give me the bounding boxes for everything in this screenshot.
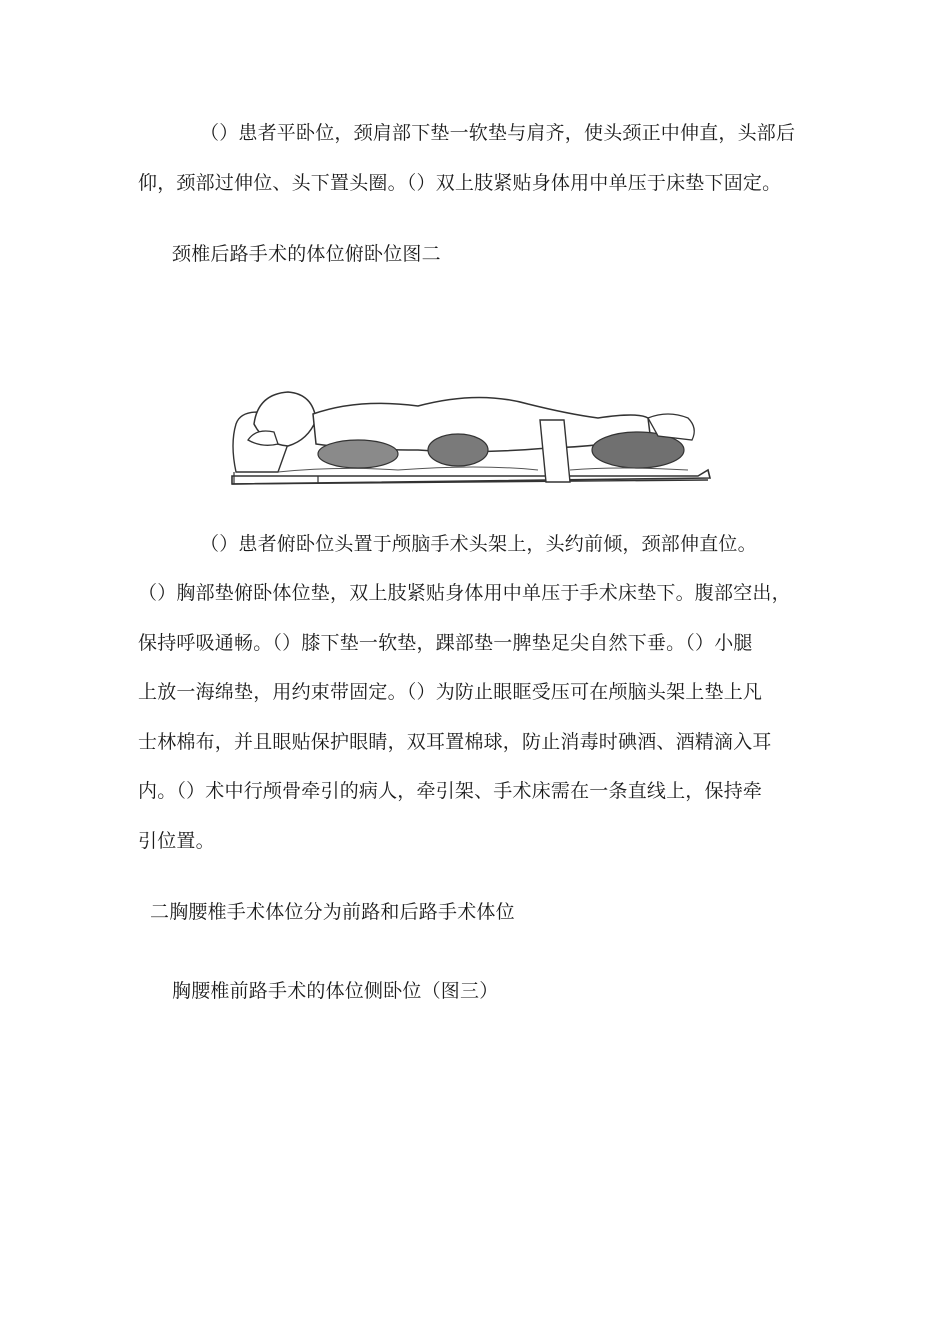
para1-line-2: 仰，颈部过伸位、头下置头圈。（）双上肢紧贴身体用中单压于床垫下固定。 bbox=[138, 172, 782, 194]
para2-line-4: 上放一海绵垫，用约束带固定。（）为防止眼眶受压可在颅脑头架上垫上凡 bbox=[138, 681, 763, 703]
para2-line-2: （）胸部垫俯卧体位垫，双上肢紧贴身体用中单压于手术床垫下。腹部空出， bbox=[138, 582, 791, 604]
heading-thoracolumbar-anterior: 胸腰椎前路手术的体位侧卧位（图三） bbox=[172, 980, 499, 1002]
para2-line-5: 士林棉布，并且眼贴保护眼睛，双耳置棉球，防止消毒时碘酒、酒精滴入耳 bbox=[138, 731, 772, 753]
para1-line-1: （）患者平卧位，颈肩部下垫一软垫与肩齐，使头颈正中伸直，头部后 bbox=[200, 122, 796, 144]
heading-thoracolumbar: 二胸腰椎手术体位分为前路和后路手术体位 bbox=[150, 901, 515, 923]
prone-position-drawing bbox=[218, 384, 718, 502]
para2-line-7: 引位置。 bbox=[138, 830, 215, 852]
para2-line-3: 保持呼吸通畅。（）膝下垫一软垫，踝部垫一脾垫足尖自然下垂。（）小腿 bbox=[138, 632, 753, 654]
para2-line-6: 内。（）术中行颅骨牵引的病人，牵引架、手术床需在一条直线上，保持牵 bbox=[138, 780, 763, 802]
heading-cervical-posterior: 颈椎后路手术的体位俯卧位图二 bbox=[172, 243, 441, 265]
para2-line-1: （）患者俯卧位头置于颅脑手术头架上，头约前倾，颈部伸直位。 bbox=[200, 533, 757, 555]
prone-position-illustration bbox=[218, 384, 718, 502]
